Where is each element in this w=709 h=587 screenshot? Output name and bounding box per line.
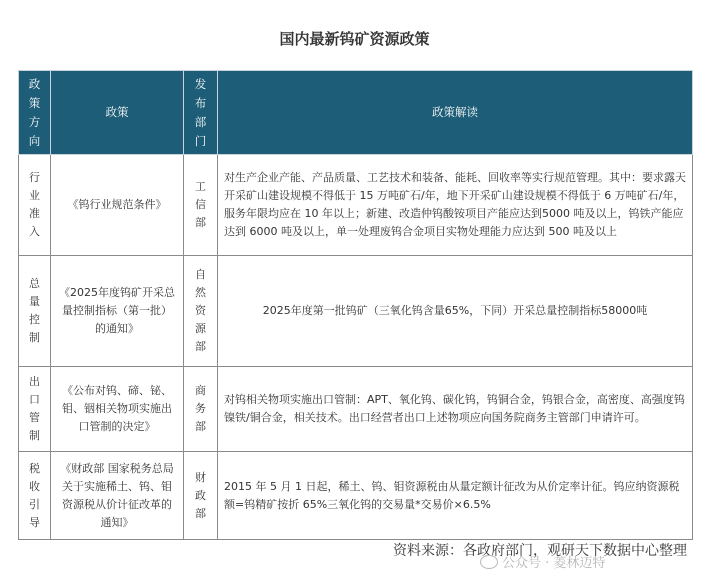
row-interpretation-cell: 2025年度第一批钨矿（三氧化钨含量65%，下同）开采总量控制指标58000吨	[218, 256, 693, 367]
row-direction-cell: 行业准入	[19, 155, 51, 256]
row-department-cell: 商务部	[184, 367, 218, 452]
watermark-text: 公众号 · 菱林迈特	[502, 556, 606, 571]
table-header-row	[19, 71, 693, 155]
table-row	[19, 155, 693, 256]
row-policy-cell: 《钨行业规范条件》	[51, 155, 184, 256]
source-note: 资料来源：各政府部门，观研天下数据中心整理	[393, 543, 687, 559]
row-department-cell: 自然资源部	[184, 256, 218, 367]
row-policy-cell: 《财政部 国家税务总局关于实施稀土、钨、钼资源税从价计征改革的通知》	[51, 452, 184, 540]
row-policy-cell: 《公布对钨、碲、铋、钼、铟相关物项实施出口管制的决定》	[51, 367, 184, 452]
table-row	[19, 256, 693, 367]
row-department-cell: 工信部	[184, 155, 218, 256]
header-interpretation: 政策解读	[218, 71, 693, 155]
row-direction-cell: 税收引导	[19, 452, 51, 540]
row-policy-cell: 《2025年度钨矿开采总量控制指标（第一批）的通知》	[51, 256, 184, 367]
watermark	[480, 552, 605, 571]
header-direction: 政策方向	[19, 71, 51, 155]
table-row	[19, 452, 693, 540]
header-department: 发布部门	[184, 71, 218, 155]
row-department-cell: 财政部	[184, 452, 218, 540]
policy-table	[18, 70, 693, 540]
row-direction-cell: 出口管制	[19, 367, 51, 452]
table-row	[19, 367, 693, 452]
header-policy: 政策	[51, 71, 184, 155]
page-title: 国内最新钨矿资源政策	[279, 30, 430, 48]
row-direction-cell: 总量控制	[19, 256, 51, 367]
wechat-icon	[480, 555, 498, 569]
row-interpretation-cell: 2015 年 5 月 1 日起，稀土、钨、钼资源税由从量定额计征改为从价定率计征。钨应纳资源税额=钨精矿按折 65%三氧化钨的交易量*交易价×6.5%	[218, 452, 693, 540]
row-interpretation-cell: 对生产企业产能、产品质量、工艺技术和装备、能耗、回收率等实行规范管理。其中：要求露天开采矿山建设规模不得低于 15 万吨矿石/年，地下开采矿山建设规模不得低于 6 万吨矿石/年，服务年限均应在 10 年以上；新建、改造仲钨酸铵项目产能应达到5000 吨及以上，钨铁产能应达到 6000 吨及以上，单一处理废钨合金项目实物处理能力应达到 500 吨及以上	[218, 155, 693, 256]
row-interpretation-cell: 对钨相关物项实施出口管制：APT、氧化钨、碳化钨，钨铜合金，钨银合金，高密度、高强度钨镍铁/铜合金，相关技术。出口经营者出口上述物项应向国务院商务主管部门申请许可。	[218, 367, 693, 452]
